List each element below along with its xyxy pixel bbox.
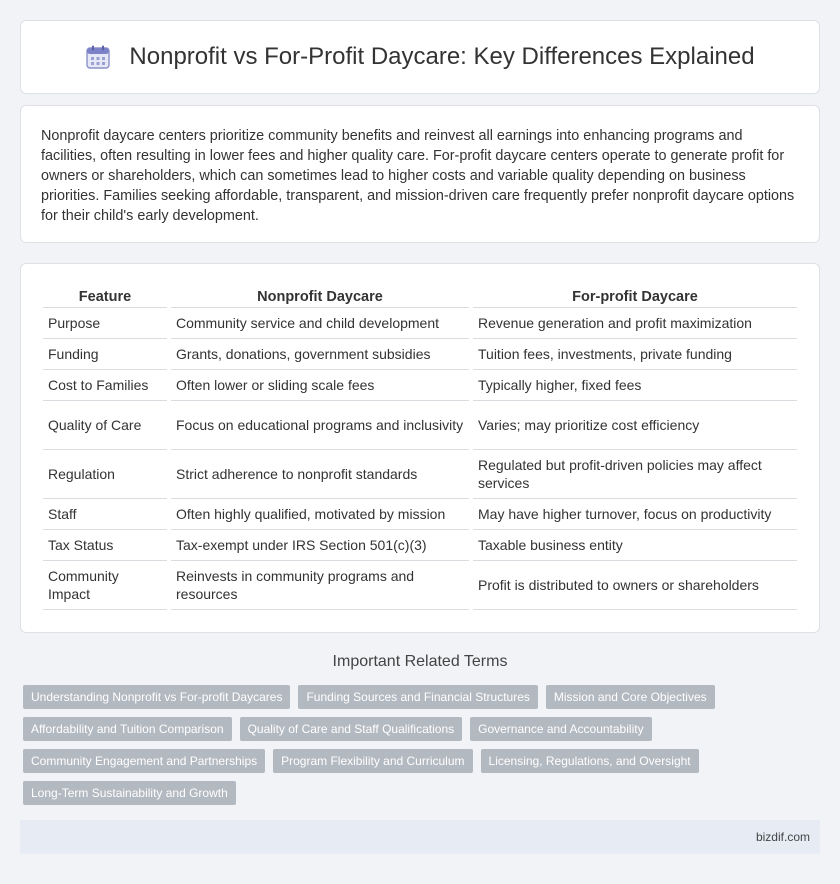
title-card bbox=[20, 20, 820, 94]
table-row bbox=[43, 561, 797, 610]
cell-nonprofit: Community service and child development bbox=[171, 308, 469, 339]
cell-forprofit: Revenue generation and profit maximization bbox=[473, 308, 797, 339]
related-term-tag[interactable]: Governance and Accountability bbox=[470, 717, 651, 741]
cell-forprofit: Typically higher, fixed fees bbox=[473, 370, 797, 401]
footer-site-link[interactable]: bizdif.com bbox=[755, 830, 810, 844]
related-term-tag[interactable]: Community Engagement and Partnerships bbox=[23, 749, 265, 773]
cell-forprofit: Tuition fees, investments, private funding bbox=[473, 339, 797, 370]
header-forprofit: For-profit Daycare bbox=[473, 284, 797, 308]
cell-forprofit: Regulated but profit-driven policies may affect services bbox=[473, 450, 797, 499]
page-title: Nonprofit vs For-Profit Daycare: Key Differences Explained bbox=[129, 43, 755, 70]
cell-feature: Community Impact bbox=[43, 561, 167, 610]
cell-nonprofit: Tax-exempt under IRS Section 501(c)(3) bbox=[171, 530, 469, 561]
header-feature: Feature bbox=[43, 284, 167, 308]
table-row bbox=[43, 370, 797, 401]
cell-forprofit: Profit is distributed to owners or shareholders bbox=[473, 561, 797, 610]
cell-nonprofit: Strict adherence to nonprofit standards bbox=[171, 450, 469, 499]
related-term-tag[interactable]: Funding Sources and Financial Structures bbox=[298, 685, 537, 709]
related-term-tag[interactable]: Program Flexibility and Curriculum bbox=[273, 749, 472, 773]
table-row bbox=[43, 530, 797, 561]
cell-feature: Purpose bbox=[43, 308, 167, 339]
table-row bbox=[43, 308, 797, 339]
table-row bbox=[43, 450, 797, 499]
cell-feature: Cost to Families bbox=[43, 370, 167, 401]
cell-forprofit: Taxable business entity bbox=[473, 530, 797, 561]
table-row bbox=[43, 499, 797, 530]
related-term-tag[interactable]: Mission and Core Objectives bbox=[546, 685, 715, 709]
related-term-tag[interactable]: Licensing, Regulations, and Oversight bbox=[481, 749, 699, 773]
cell-feature: Staff bbox=[43, 499, 167, 530]
related-term-tag[interactable]: Understanding Nonprofit vs For-profit Daycares bbox=[23, 685, 290, 709]
cell-forprofit: Varies; may prioritize cost efficiency bbox=[473, 401, 797, 450]
table-header-row bbox=[43, 284, 797, 308]
cell-feature: Funding bbox=[43, 339, 167, 370]
cell-feature: Quality of Care bbox=[43, 401, 167, 450]
footer bbox=[20, 820, 820, 854]
table-row bbox=[43, 339, 797, 370]
cell-feature: Tax Status bbox=[43, 530, 167, 561]
header-nonprofit: Nonprofit Daycare bbox=[171, 284, 469, 308]
related-terms-title: Important Related Terms bbox=[332, 653, 508, 670]
table-row bbox=[43, 401, 797, 450]
cell-nonprofit: Often highly qualified, motivated by mission bbox=[171, 499, 469, 530]
related-terms-list bbox=[23, 685, 823, 805]
cell-nonprofit: Focus on educational programs and inclusivity bbox=[171, 401, 469, 450]
cell-feature: Regulation bbox=[43, 450, 167, 499]
comparison-table bbox=[39, 284, 801, 610]
comparison-table-card bbox=[20, 263, 820, 633]
cell-nonprofit: Often lower or sliding scale fees bbox=[171, 370, 469, 401]
related-term-tag[interactable]: Affordability and Tuition Comparison bbox=[23, 717, 232, 741]
intro-text: Nonprofit daycare centers prioritize community benefits and reinvest all earnings into enhancing programs and facilities, often resulting in lower fees and higher quality care. For-profit daycare centers operate to generate profit for owners or shareholders, which can sometimes lead to higher costs and variable quality depending on business priorities. Families seeking affordable, transparent, and mission-driven care frequently prefer nonprofit daycare options for their child's early development. bbox=[41, 128, 795, 224]
related-term-tag[interactable]: Long-Term Sustainability and Growth bbox=[23, 781, 236, 805]
cell-forprofit: May have higher turnover, focus on productivity bbox=[473, 499, 797, 530]
intro-card bbox=[20, 105, 820, 243]
cell-nonprofit: Reinvests in community programs and resources bbox=[171, 561, 469, 610]
cell-nonprofit: Grants, donations, government subsidies bbox=[171, 339, 469, 370]
related-term-tag[interactable]: Quality of Care and Staff Qualifications bbox=[240, 717, 463, 741]
calendar-icon bbox=[85, 44, 111, 70]
